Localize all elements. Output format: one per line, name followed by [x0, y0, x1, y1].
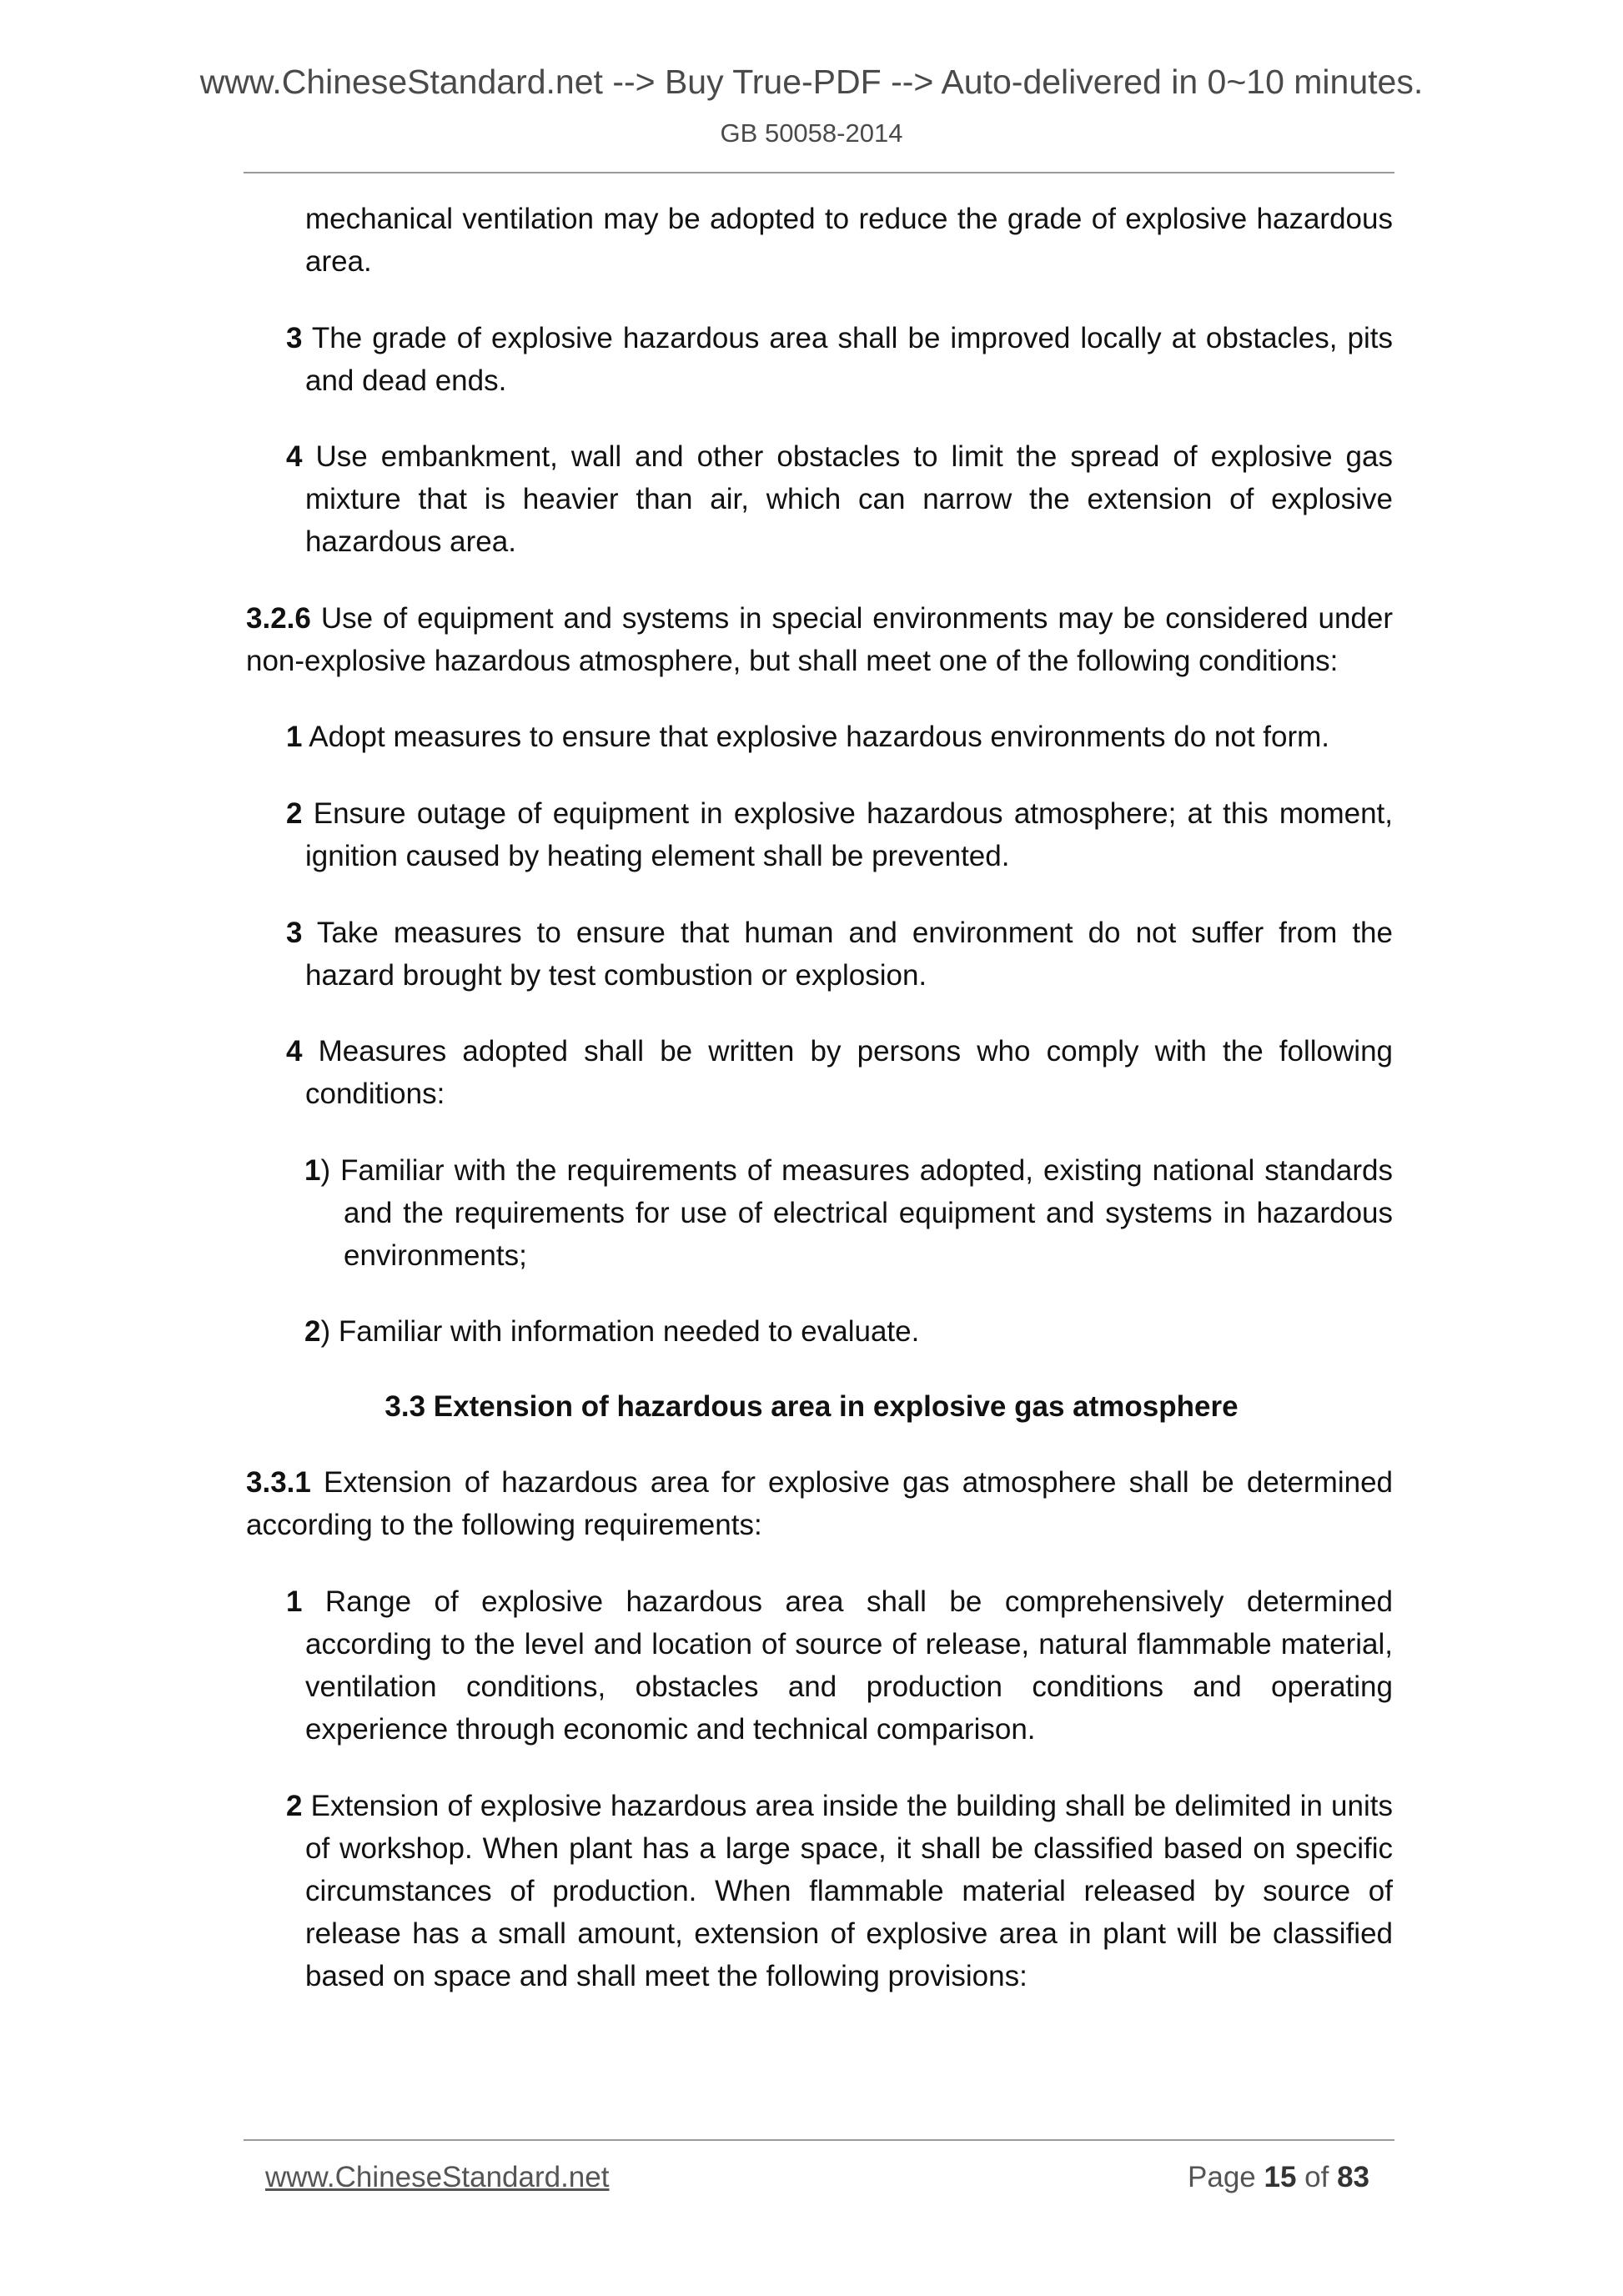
sub-item-text: ) Familiar with the requirements of measures adopted, existing national standards and the requirements for use of electrical equipment and systems in hazardous environments;	[320, 1154, 1393, 1272]
clause-3-2-6	[246, 597, 1393, 682]
list-item-3b	[286, 912, 1393, 997]
list-item-4b	[286, 1030, 1393, 1115]
item-number: 4	[286, 1035, 303, 1068]
list-item-3	[286, 317, 1393, 402]
header-banner: www.ChineseStandard.net --> Buy True-PDF --> Auto-delivered in 0~10 minutes.	[199, 63, 1424, 101]
item-text: Use embankment, wall and other obstacles to limit the spread of explosive gas mixture that is heavier than air, which can narrow the extension of explosive hazardous area.	[302, 440, 1393, 558]
list-item-1	[286, 716, 1393, 758]
item-text: Adopt measures to ensure that explosive hazardous environments do not form.	[302, 721, 1329, 753]
standard-number: GB 50058-2014	[720, 118, 903, 148]
item-number: 1	[286, 721, 303, 753]
page-indicator	[1188, 2160, 1369, 2195]
sub-item-2	[304, 1310, 1393, 1353]
clause-text: Use of equipment and systems in special environments may be considered under non-explosive hazardous atmosphere, but shall meet one of the following conditions:	[246, 602, 1393, 677]
clause-text: Extension of hazardous area for explosive gas atmosphere shall be determined according to the following requirements:	[246, 1466, 1393, 1541]
page-current: 15	[1264, 2161, 1297, 2193]
footer-site-link[interactable]: www.ChineseStandard.net	[265, 2161, 610, 2193]
item-number: 3	[286, 322, 303, 354]
page-of: of	[1296, 2161, 1338, 2193]
clause-number: 3.3.1	[246, 1466, 311, 1499]
sub-item-number: 2	[304, 1315, 321, 1348]
item-text: Extension of explosive hazardous area inside the building shall be delimited in units of workshop. When plant has a large space, it shall be classified based on specific circumstances of production. When flammable material released by source of release has a small amount, extension of explosive area in plant will be classified based on space and shall meet the following provisions:	[302, 1790, 1393, 1992]
list-item-1c	[286, 1580, 1393, 1751]
sub-item-text: ) Familiar with information needed to evaluate.	[320, 1315, 920, 1348]
section-heading: 3.3 Extension of hazardous area in explosive gas atmosphere	[384, 1390, 1239, 1423]
item-text: Range of explosive hazardous area shall be comprehensively determined according to the level and location of source of release, natural flammable material, ventilation conditions, obstacles and production conditions and operating experience through economic and technical comparison.	[302, 1585, 1393, 1746]
item-text: Take measures to ensure that human and environment do not suffer from the hazard brought by test combustion or explosion.	[302, 917, 1393, 992]
page-total: 83	[1337, 2161, 1369, 2193]
sub-item-1	[304, 1149, 1393, 1277]
paragraph-continuation: mechanical ventilation may be adopted to reduce the grade of explosive hazardous area.	[305, 203, 1393, 278]
page-prefix: Page	[1188, 2161, 1264, 2193]
list-item-4	[286, 435, 1393, 563]
item-text: Ensure outage of equipment in explosive hazardous atmosphere; at this moment, ignition caused by heating element shall be prevented.	[302, 797, 1393, 872]
item-number: 2	[286, 1790, 303, 1822]
item-number: 1	[286, 1585, 303, 1618]
sub-item-number: 1	[304, 1154, 321, 1187]
clause-3-3-1	[246, 1461, 1393, 1546]
item-number: 3	[286, 917, 303, 949]
item-text: The grade of explosive hazardous area shall be improved locally at obstacles, pits and dead ends.	[302, 322, 1393, 397]
clause-number: 3.2.6	[246, 602, 311, 635]
item-number: 4	[286, 440, 303, 473]
list-item-2	[286, 792, 1393, 877]
header-divider	[244, 172, 1394, 173]
list-item-2c	[286, 1785, 1393, 1997]
footer-divider	[244, 2139, 1394, 2141]
item-text: Measures adopted shall be written by persons who comply with the following conditions:	[302, 1035, 1393, 1110]
item-number: 2	[286, 797, 303, 830]
